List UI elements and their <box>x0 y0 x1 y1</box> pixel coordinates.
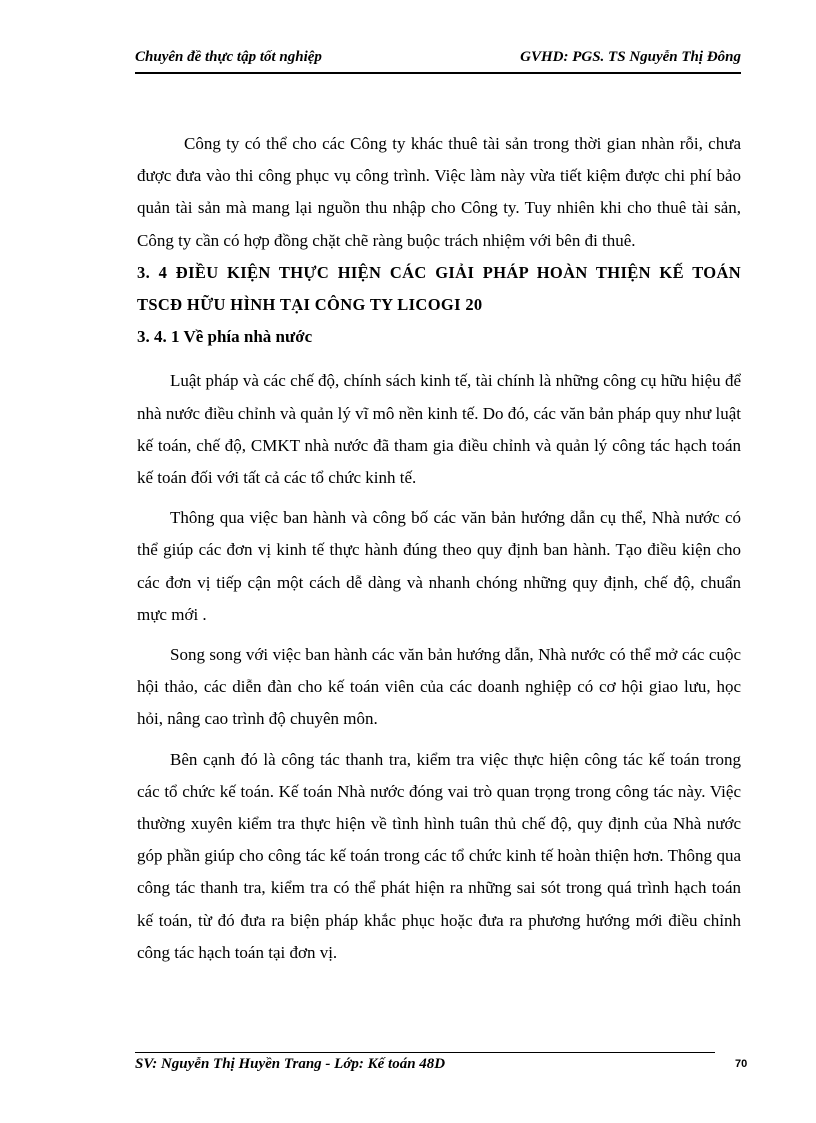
page-number: 70 <box>735 1058 748 1070</box>
page-content <box>137 128 741 969</box>
page-header <box>135 48 741 74</box>
paragraph: Song song với việc ban hành các văn bản hướng dẫn, Nhà nước có thể mở các cuộc hội thảo, các diễn đàn cho kế toán viên của các doanh nghiệp có cơ hội giao lưu, học hỏi, nâng cao trình độ chuyên môn. <box>137 645 741 729</box>
paragraph: Luật pháp và các chế độ, chính sách kinh tế, tài chính là những công cụ hữu hiệu để nhà nước điều chỉnh và quản lý vĩ mô nền kinh tế. Do đó, các văn bản pháp quy như luật kế toán, chế độ, CMKT nhà nước đã tham gia điều chỉnh và quản lý công tác hạch toán kế toán đối với tất cả các tổ chức kinh tế. <box>137 371 741 488</box>
section-heading: 3. 4 ĐIỀU KIỆN THỰC HIỆN CÁC GIẢI PHÁP HOÀN THIỆN KẾ TOÁN TSCĐ HỮU HÌNH TẠI CÔNG TY LICOGI 20 <box>137 262 741 315</box>
student-info: SV: Nguyễn Thị Huyền Trang - Lớp: Kế toán 48D <box>135 1056 446 1072</box>
footer-divider <box>135 1052 715 1053</box>
document-title: Chuyên đề thực tập tốt nghiệp <box>135 49 322 65</box>
paragraph: Bên cạnh đó là công tác thanh tra, kiểm tra việc thực hiện công tác kế toán trong các tổ chức kế toán. Kế toán Nhà nước đóng vai trò quan trọng trong công tác này. Việc thường xuyên kiểm tra thực hiện về tình hình tuân thủ chế độ, quy định của Nhà nước góp phần giúp cho công tác kế toán trong các tổ chức kinh tế hoàn thiện hơn. Thông qua công tác thanh tra, kiểm tra có thể phát hiện ra những sai sót trong quá trình hạch toán kế toán, từ đó đưa ra biện pháp khắc phục hoặc đưa ra phương hướng mới điều chỉnh công tác hạch toán tại đơn vị. <box>137 749 741 962</box>
paragraph: Thông qua việc ban hành và công bố các văn bản hướng dẫn cụ thể, Nhà nước có thể giúp các đơn vị kinh tế thực hành đúng theo quy định ban hành. Tạo điều kiện cho các đơn vị tiếp cận một cách dễ dàng và nhanh chóng những quy định, chế độ, chuẩn mực mới . <box>137 508 741 624</box>
advisor-name: GVHD: PGS. TS Nguyễn Thị Đông <box>520 49 741 65</box>
paragraph: Công ty có thể cho các Công ty khác thuê tài sản trong thời gian nhàn rỗi, chưa được đưa vào thi công phục vụ công trình. Việc làm này vừa tiết kiệm được chi phí bảo quản tài sản mà mang lại nguồn thu nhập cho Công ty. Tuy nhiên khi cho thuê tài sản, Công ty cần có hợp đồng chặt chẽ ràng buộc trách nhiệm với bên đi thuê. <box>137 134 741 250</box>
subsection-heading: 3. 4. 1 Về phía nhà nước <box>137 327 313 347</box>
